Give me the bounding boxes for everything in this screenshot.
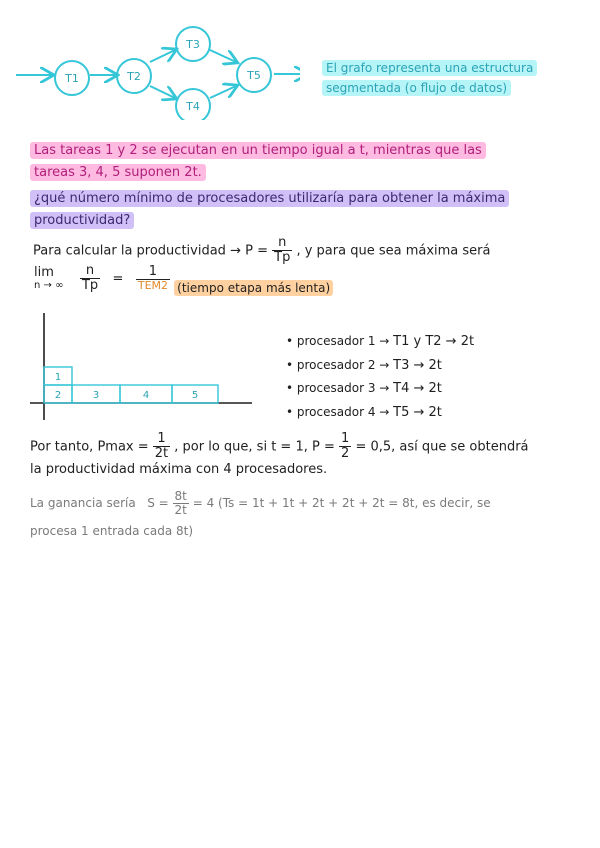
processor-list xyxy=(286,330,474,424)
gain-prefix: La ganancia sería xyxy=(30,496,136,511)
conclusion-pmax: Pmax = xyxy=(97,439,149,455)
limit-frac-den: Tp xyxy=(81,278,99,294)
processor-item xyxy=(286,330,474,354)
limit-frac-num: n xyxy=(80,264,100,279)
processor-item xyxy=(286,354,474,378)
gantt-label-2: 2 xyxy=(54,390,62,401)
processor-label: • procesador 4 → xyxy=(286,404,390,419)
processor-tasks: T1 y T2 → 2t xyxy=(393,334,475,349)
graph-caption xyxy=(322,58,537,98)
gain-line1 xyxy=(30,490,491,517)
gain-fraction xyxy=(173,490,189,517)
productivity-frac-den: Tp xyxy=(274,250,291,266)
conclusion-tail: = 0,5, así que se obtendrá xyxy=(355,439,529,455)
conclusion-line2: la productividad máxima con 4 procesadores. xyxy=(30,462,328,477)
node-t5-label: T5 xyxy=(247,69,261,82)
graph-caption-line2: segmentada (o flujo de datos) xyxy=(322,80,511,96)
processor-label: • procesador 1 → xyxy=(286,334,390,348)
productivity-intro: Para calcular la productividad → xyxy=(33,243,241,259)
conclusion-p-eq: P = xyxy=(312,439,335,455)
conclusion-pmax-fraction xyxy=(153,432,170,462)
result-frac-den: TEM2 xyxy=(137,279,169,293)
processor-label: • procesador 2 → xyxy=(286,357,390,372)
edge-t2-t3 xyxy=(150,50,175,62)
gain-rest: = 4 (Ts = 1t + 1t + 2t + 2t + 2t = 8t, es decir, se xyxy=(192,496,491,511)
conclusion-pmax-den: 2t xyxy=(154,446,169,462)
conclusion-pmax-num: 1 xyxy=(153,432,170,447)
limit-label: lim xyxy=(34,265,54,281)
gain-s-eq: S = xyxy=(147,496,169,511)
conclusion-prefix: Por tanto, xyxy=(30,439,94,455)
productivity-suffix: , y para que sea máxima será xyxy=(296,243,491,259)
edge-t3-t5 xyxy=(210,50,236,62)
question xyxy=(30,188,509,232)
result-frac-num: 1 xyxy=(136,265,170,280)
question-line1: ¿qué número mínimo de procesadores utilizaría para obtener la máxima xyxy=(30,190,509,207)
processor-item xyxy=(286,377,474,401)
processor-label: • procesador 3 → xyxy=(286,381,390,395)
gain-frac-den: 2t xyxy=(174,503,187,518)
gantt-diagram xyxy=(20,305,260,430)
processor-item xyxy=(286,401,474,425)
limit-equals: = xyxy=(112,271,124,287)
gantt-label-1: 1 xyxy=(54,372,62,383)
conclusion-p-num: 1 xyxy=(341,431,350,446)
conclusion-middle: , por lo que, si t = 1, xyxy=(174,439,308,455)
productivity-fraction xyxy=(272,236,292,266)
conclusion-line1 xyxy=(30,432,529,462)
limit-fraction xyxy=(80,264,100,294)
node-t1-label: T1 xyxy=(65,72,79,85)
tasks-note xyxy=(30,140,486,184)
productivity-frac-num: n xyxy=(272,236,292,251)
node-t4-label: T4 xyxy=(186,100,200,113)
limit-subscript: n → ∞ xyxy=(34,280,64,292)
result-fraction xyxy=(136,265,170,292)
pipeline-graph xyxy=(0,20,300,120)
question-line2: productividad? xyxy=(30,212,134,229)
productivity-line xyxy=(33,236,491,266)
result-note: (tiempo etapa más lenta) xyxy=(174,280,333,296)
gantt-label-4: 4 xyxy=(142,390,150,401)
gain-line2: procesa 1 entrada cada 8t) xyxy=(30,524,194,538)
edge-t2-t4 xyxy=(150,86,175,98)
gantt-label-3: 3 xyxy=(92,390,100,401)
edge-t4-t5 xyxy=(210,86,236,98)
node-t3-label: T3 xyxy=(186,38,200,51)
node-t2-label: T2 xyxy=(127,70,141,83)
gain-frac-num: 8t xyxy=(174,489,187,503)
gantt-label-5: 5 xyxy=(191,390,199,401)
processor-tasks: T5 → 2t xyxy=(393,404,442,420)
tasks-note-line2: tareas 3, 4, 5 suponen 2t. xyxy=(30,164,206,181)
tasks-note-line1: Las tareas 1 y 2 se ejecutan en un tiempo igual a t, mientras que las xyxy=(30,142,486,159)
productivity-formula-p: P = xyxy=(245,243,268,259)
graph-caption-line1: El grafo representa una estructura xyxy=(322,60,537,76)
conclusion-p-fraction xyxy=(339,432,351,462)
limit-expression xyxy=(34,264,333,295)
processor-tasks: T3 → 2t xyxy=(393,357,442,373)
limit-operator xyxy=(34,266,63,291)
processor-tasks: T4 → 2t xyxy=(393,381,442,396)
conclusion-p-den: 2 xyxy=(341,446,350,462)
